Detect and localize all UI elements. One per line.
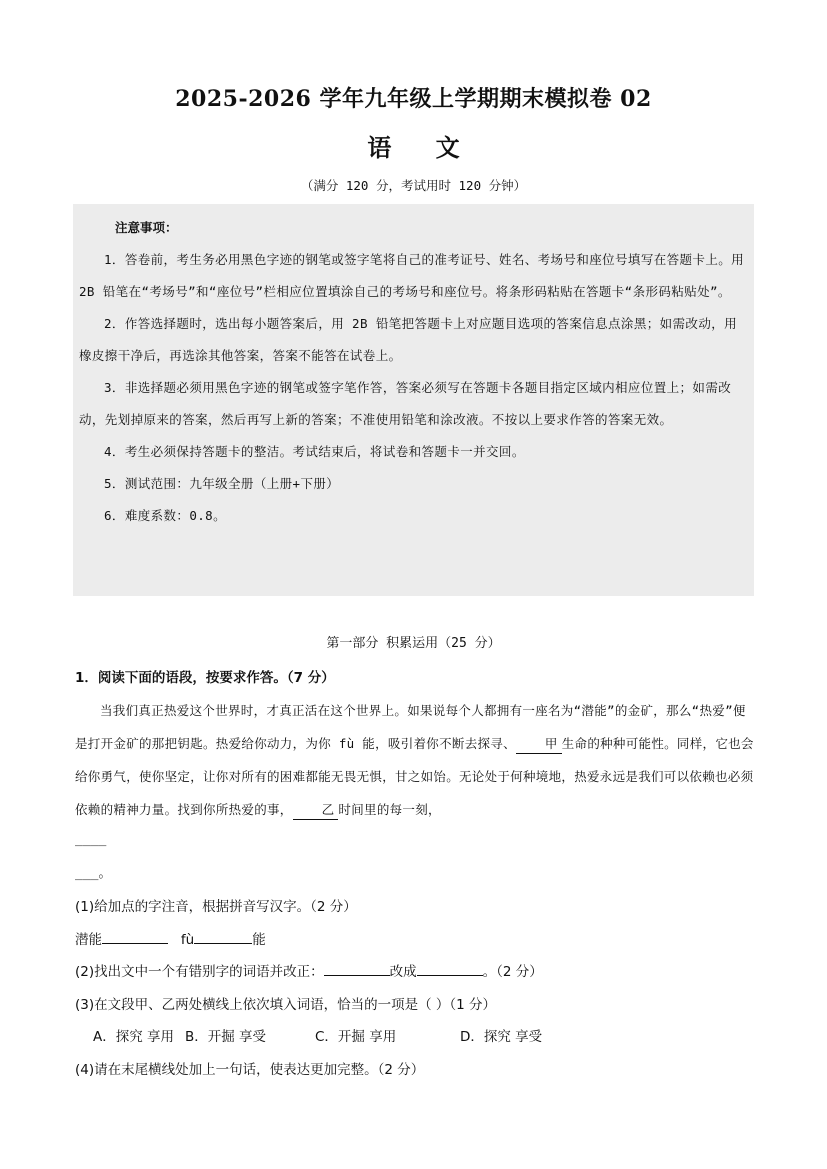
score-note: （满分 120 分，考试用时 120 分钟） bbox=[300, 178, 527, 193]
passage-text-a: 当我们真正热爱这个世界时，才真正活在这个世界上。如果说每个人都拥有一座名为“潜能”的金矿，那么“热爱”便是打开金矿的那把钥匙。热爱给你动力，为你 fù 能，吸引着你不断去探寻、 bbox=[75, 703, 746, 751]
sub2-text-a: (2)找出文中一个有错别字的词语并改正： bbox=[75, 964, 324, 980]
notice-item: 2．作答选择题时，选出每小题答案后，用 2B 铅笔把答题卡上对应题目选项的答案信息点涂黑；如需改动，用橡皮擦干净后，再选涂其他答案，答案不能答在试卷上。 bbox=[79, 316, 738, 363]
notice-item: 3．非选择题必须用黑色字迹的钢笔或签字笔作答，答案必须写在答题卡各题目指定区域内相应位置上；如需改动，先划掉原来的答案，然后再写上新的答案；不准使用铅笔和涂改液。不按以上要求作答的答案无效。 bbox=[79, 380, 732, 427]
sub-question-3: (3)在文段甲、乙两处横线上依次填入词语，恰当的一项是（ ）（1 分） bbox=[75, 997, 497, 1013]
sub-question-4: (4)请在末尾横线处加上一句话，使表达更加完整。（2 分） bbox=[75, 1062, 425, 1078]
subject-title: 语 文 bbox=[367, 133, 478, 162]
option-d[interactable]: D．探究 享受 bbox=[460, 1029, 543, 1045]
word-qianneng: 潜能 bbox=[75, 932, 102, 948]
question-1-title: 1．阅读下面的语段，按要求作答。（7 分） bbox=[75, 670, 335, 686]
passage-text-b: 生命的种种可能性。同样，它也会给你勇气，使你坚定，让你对所有的困难都能无畏无惧，甘之如饴。无论处于何种境地，热爱永远是我们可以依赖也必须依赖的精神力量。找到你所热爱的事， bbox=[75, 736, 754, 817]
pinyin-fu: fù bbox=[180, 932, 195, 948]
option-a[interactable]: A．探究 享用 bbox=[93, 1029, 175, 1045]
options-row bbox=[93, 1025, 542, 1045]
blank-jia[interactable]: 甲 bbox=[516, 735, 562, 754]
notice-item: 5．测试范围：九年级全册（上册+下册） bbox=[104, 476, 340, 491]
notice-item: 1．答卷前，考生务必用黑色字迹的钢笔或签字笔将自己的准考证号、姓名、考场号和座位号填写在答题卡上。用 2B 铅笔在“考场号”和“座位号”栏相应位置填涂自己的考场号和座位号。将条形码粘贴在答题卡“条形码粘贴处”。 bbox=[79, 252, 745, 299]
reading-passage bbox=[75, 694, 755, 826]
notice-item: 4．考生必须保持答题卡的整洁。考试结束后，将试卷和答题卡一并交回。 bbox=[104, 444, 525, 459]
sub-question-1: (1)给加点的字注音，根据拼音写汉字。（2 分） bbox=[75, 899, 357, 915]
notice-heading: 注意事项： bbox=[115, 220, 178, 235]
notice-box bbox=[73, 204, 754, 596]
option-c[interactable]: C．开掘 享用 bbox=[315, 1029, 397, 1045]
sub-question-1-answers bbox=[75, 928, 266, 948]
answer-blank[interactable] bbox=[194, 929, 252, 944]
notice-item: 6．难度系数：0.8。 bbox=[104, 508, 227, 523]
passage-text-c: 时间里的每一刻， bbox=[338, 802, 441, 817]
blank-yi[interactable]: 乙 bbox=[293, 801, 339, 820]
option-b[interactable]: B．开掘 享受 bbox=[185, 1029, 267, 1045]
answer-line-2[interactable]: ___。 bbox=[75, 866, 112, 881]
part-heading: 第一部分 积累运用（25 分） bbox=[326, 636, 501, 651]
answer-line-1[interactable]: ____ bbox=[75, 832, 107, 847]
sub-question-2 bbox=[75, 960, 543, 980]
answer-blank[interactable] bbox=[417, 961, 483, 976]
answer-blank[interactable] bbox=[102, 929, 168, 944]
answer-blank[interactable] bbox=[324, 961, 390, 976]
exam-title: 2025-2026 学年九年级上学期期末模拟卷 02 bbox=[175, 86, 652, 112]
word-neng: 能 bbox=[252, 932, 266, 948]
sub2-text-b: 改成 bbox=[389, 964, 417, 980]
sub2-text-c: 。（2 分） bbox=[482, 964, 543, 980]
